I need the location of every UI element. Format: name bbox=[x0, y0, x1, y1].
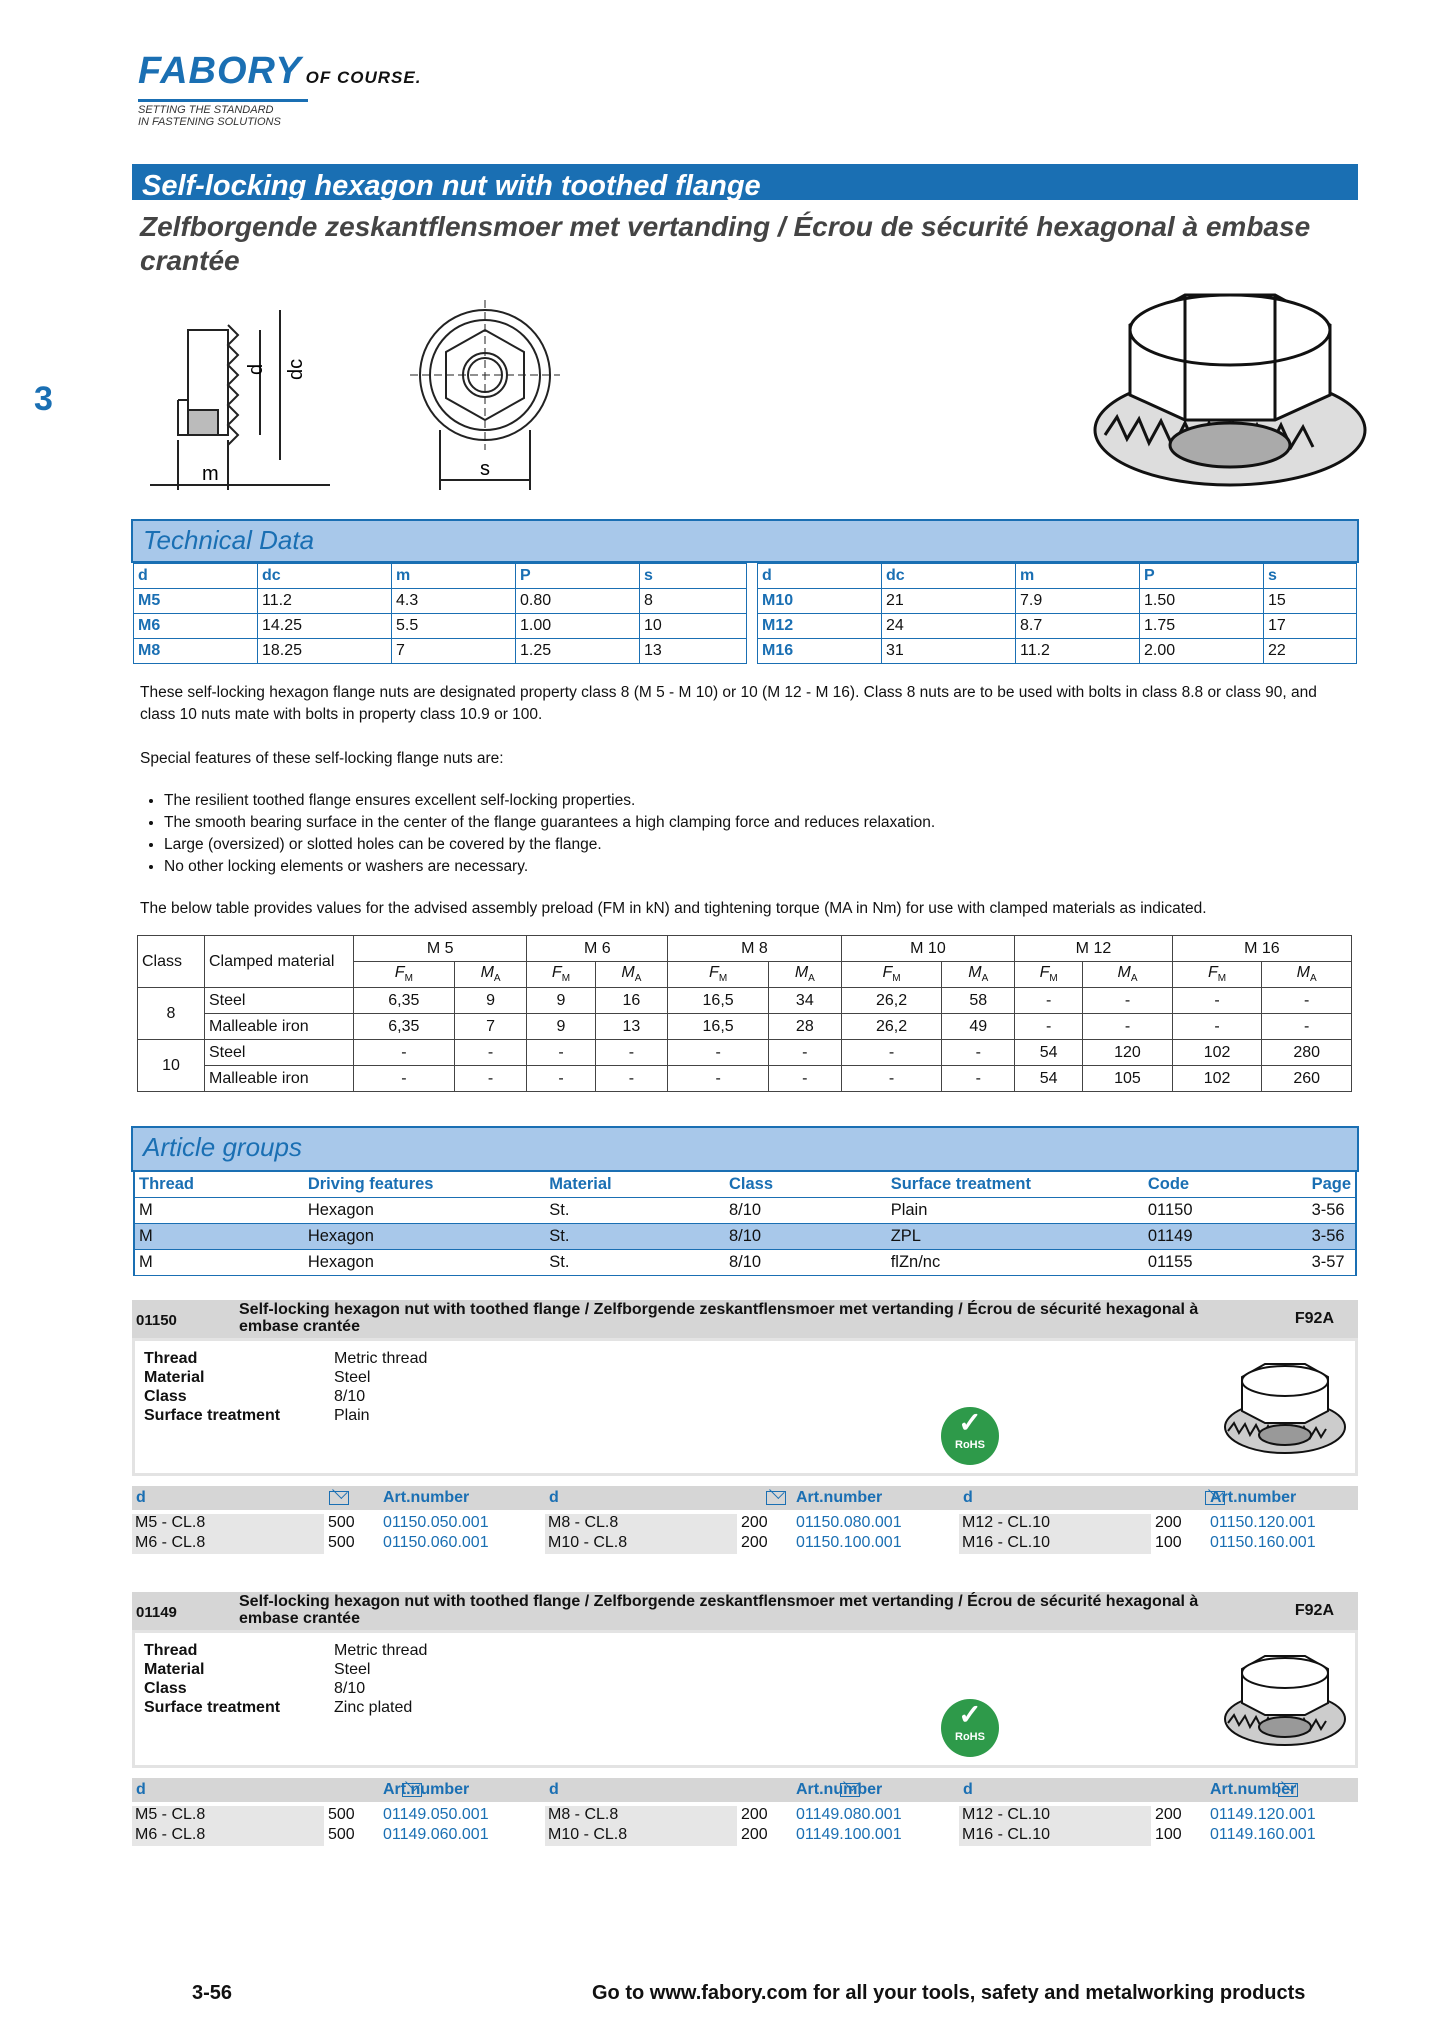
cell: 31 bbox=[882, 639, 1016, 664]
value-cell: 34 bbox=[768, 988, 841, 1014]
cell: M 10 bbox=[841, 936, 1014, 962]
product-standard: F92A bbox=[1294, 1310, 1334, 1327]
table-row bbox=[134, 589, 747, 614]
size-cell bbox=[132, 1534, 324, 1554]
cell: 11.2 bbox=[1016, 639, 1140, 664]
chapter-number: 3 bbox=[34, 380, 53, 418]
size-cell bbox=[132, 1806, 324, 1826]
table-row[interactable] bbox=[134, 1198, 1356, 1224]
size-label: M10 - CL.8 bbox=[548, 1534, 628, 1551]
cell: M 6 bbox=[527, 936, 668, 962]
cell: $M_A$ bbox=[1262, 962, 1352, 988]
col-art-header: Art.number bbox=[796, 1489, 883, 1506]
value-cell: 13 bbox=[595, 1014, 668, 1040]
size-label: M16 - CL.10 bbox=[962, 1534, 1051, 1551]
cell: 8/10 bbox=[725, 1224, 887, 1250]
cell: 2.00 bbox=[1140, 639, 1264, 664]
table-row[interactable] bbox=[134, 1250, 1356, 1276]
col-art-header: Art.number bbox=[383, 1781, 470, 1798]
value-cell: 54 bbox=[1015, 1040, 1083, 1066]
cell: flZn/nc bbox=[887, 1250, 1144, 1276]
cell: $F_M$ bbox=[668, 962, 769, 988]
article-number-link[interactable]: 01149.060.001 bbox=[383, 1826, 489, 1843]
size-cell bbox=[959, 1534, 1151, 1554]
cell: Plain bbox=[887, 1198, 1144, 1224]
value-cell: 7 bbox=[454, 1014, 527, 1040]
value-cell: - bbox=[527, 1066, 595, 1092]
cell: Code bbox=[1144, 1172, 1308, 1198]
technical-data-right bbox=[757, 563, 1357, 664]
footer-link[interactable]: Go to www.fabory.com for all your tools, safety and metalworking products bbox=[592, 1982, 1306, 2004]
cell: M 12 bbox=[1015, 936, 1173, 962]
cell: 22 bbox=[1264, 639, 1357, 664]
package-qty: 500 bbox=[328, 1826, 355, 1843]
spec-row bbox=[144, 1660, 427, 1679]
material-cell: Malleable iron bbox=[205, 1014, 354, 1040]
cell: M bbox=[134, 1198, 304, 1224]
article-table-header bbox=[132, 1778, 1358, 1802]
package-qty: 200 bbox=[741, 1806, 768, 1823]
col-p: P bbox=[516, 564, 640, 589]
brand-slogan: OF COURSE. bbox=[305, 68, 422, 87]
description-1: These self-locking hexagon flange nuts are designated property class 8 (M 5 - M 10) or 10 (M 12 - M 16). Class 8 nuts are to be used with bolts in class 8.8 or class 90, and class 10 nuts mate with bolts in property class 10.9 or 100. bbox=[140, 684, 1317, 723]
table-row bbox=[134, 614, 747, 639]
value-cell: 58 bbox=[942, 988, 1015, 1014]
article-number-link[interactable]: 01149.050.001 bbox=[383, 1806, 489, 1823]
value-cell: 54 bbox=[1015, 1066, 1083, 1092]
value-cell: 9 bbox=[454, 988, 527, 1014]
cell: 7.9 bbox=[1016, 589, 1140, 614]
label-dc: dc bbox=[285, 358, 307, 380]
cell: $M_A$ bbox=[1083, 962, 1173, 988]
value-cell: - bbox=[1262, 1014, 1352, 1040]
list-item: • The resilient toothed flange ensures excellent self-locking properties. bbox=[164, 790, 1350, 812]
label-m: m bbox=[202, 463, 219, 485]
size-cell bbox=[545, 1514, 737, 1534]
table-row bbox=[758, 589, 1357, 614]
brand-tagline-1: SETTING THE STANDARD bbox=[138, 104, 274, 116]
size-cell bbox=[959, 1806, 1151, 1826]
value-cell: - bbox=[1015, 1014, 1083, 1040]
cell: M bbox=[134, 1250, 304, 1276]
cell: M16 bbox=[758, 639, 882, 664]
cell: 01150 bbox=[1144, 1198, 1308, 1224]
value-cell: - bbox=[668, 1066, 769, 1092]
cell: 17 bbox=[1264, 614, 1357, 639]
nut-illustration bbox=[1085, 285, 1375, 495]
cell: Surface treatment bbox=[887, 1172, 1144, 1198]
value-cell: - bbox=[1172, 1014, 1262, 1040]
table-row[interactable] bbox=[134, 1224, 1356, 1250]
cell: 24 bbox=[882, 614, 1016, 639]
article-table-header bbox=[132, 1486, 1358, 1510]
table-row bbox=[138, 988, 1352, 1014]
class-cell: 10 bbox=[138, 1040, 205, 1092]
size-label: M10 - CL.8 bbox=[548, 1826, 628, 1843]
col-d-header: d bbox=[136, 1489, 146, 1506]
col-d: d bbox=[758, 564, 882, 589]
size-label: M6 - CL.8 bbox=[135, 1534, 206, 1551]
list-item: • No other locking elements or washers are necessary. bbox=[164, 856, 1350, 878]
rohs-label: RoHS bbox=[955, 1439, 985, 1451]
cell: 3-57 bbox=[1308, 1250, 1356, 1276]
value-cell: - bbox=[354, 1040, 455, 1066]
cell: 1.50 bbox=[1140, 589, 1264, 614]
cell: M 8 bbox=[668, 936, 841, 962]
cell: St. bbox=[545, 1224, 725, 1250]
technical-data-header: Technical Data bbox=[131, 519, 1359, 563]
label-d: d bbox=[245, 363, 267, 375]
package-qty: 200 bbox=[741, 1534, 768, 1551]
product-header bbox=[132, 1592, 1358, 1630]
cell: 4.3 bbox=[392, 589, 516, 614]
cell: St. bbox=[545, 1250, 725, 1276]
package-qty: 200 bbox=[1155, 1514, 1182, 1531]
feature-list bbox=[140, 790, 1350, 878]
col-dc: dc bbox=[882, 564, 1016, 589]
size-label: M6 - CL.8 bbox=[135, 1826, 206, 1843]
table-row bbox=[758, 639, 1357, 664]
article-number-link[interactable]: 01149.160.001 bbox=[1210, 1826, 1316, 1843]
size-cell bbox=[545, 1826, 737, 1846]
package-qty: 500 bbox=[328, 1806, 355, 1823]
product-description: Self-locking hexagon nut with toothed flange / Zelfborgende zeskantflensmoer met vertanding / Écrou de sécurité hexagonal à embase crantée bbox=[239, 1593, 1199, 1627]
material-cell: Steel bbox=[205, 988, 354, 1014]
cell: $M_A$ bbox=[942, 962, 1015, 988]
page-title: Self-locking hexagon nut with toothed flange bbox=[132, 164, 1358, 200]
article-number-link[interactable]: 01150.100.001 bbox=[796, 1534, 902, 1551]
rohs-badge bbox=[941, 1699, 999, 1757]
value-cell: 16,5 bbox=[668, 1014, 769, 1040]
article-number-link[interactable]: 01150.160.001 bbox=[1210, 1534, 1316, 1551]
brand-tagline-2: IN FASTENING SOLUTIONS bbox=[138, 116, 281, 128]
table-row bbox=[134, 639, 747, 664]
product-code: 01150 bbox=[136, 1312, 177, 1329]
article-number-link[interactable]: 01150.120.001 bbox=[1210, 1514, 1316, 1531]
spec-label: Thread bbox=[144, 1642, 198, 1659]
spec-label: Material bbox=[144, 1369, 205, 1386]
description-3: The below table provides values for the advised assembly preload (FM in kN) and tightening torque (MA in Nm) for use with clamped materials as indicated. bbox=[140, 900, 1207, 917]
cell: 5.5 bbox=[392, 614, 516, 639]
package-icon bbox=[766, 1491, 786, 1505]
list-item: • The smooth bearing surface in the center of the flange guarantees a high clamping force and reduces relaxation. bbox=[164, 812, 1350, 834]
value-cell: 260 bbox=[1262, 1066, 1352, 1092]
table-row bbox=[758, 614, 1357, 639]
value-cell: - bbox=[1172, 988, 1262, 1014]
col-m: m bbox=[392, 564, 516, 589]
spec-value: Steel bbox=[334, 1369, 371, 1386]
package-qty: 500 bbox=[328, 1534, 355, 1551]
cell: M bbox=[134, 1224, 304, 1250]
spec-value: Zinc plated bbox=[334, 1699, 413, 1716]
value-cell: - bbox=[1083, 988, 1173, 1014]
package-qty: 200 bbox=[741, 1826, 768, 1843]
article-number-link[interactable]: 01150.050.001 bbox=[383, 1514, 489, 1531]
col-s: s bbox=[1264, 564, 1357, 589]
cell: Hexagon bbox=[304, 1224, 545, 1250]
material-cell: Malleable iron bbox=[205, 1066, 354, 1092]
value-cell: - bbox=[1015, 988, 1083, 1014]
footer-page-number: 3-56 bbox=[192, 1982, 233, 2004]
article-number-link[interactable]: 01149.080.001 bbox=[796, 1806, 902, 1823]
col-s: s bbox=[640, 564, 747, 589]
cell: 21 bbox=[882, 589, 1016, 614]
cell: 8/10 bbox=[725, 1250, 887, 1276]
cell: M5 bbox=[134, 589, 258, 614]
col-d-header: d bbox=[549, 1489, 559, 1506]
size-label: M12 - CL.10 bbox=[962, 1806, 1051, 1823]
value-cell: 120 bbox=[1083, 1040, 1173, 1066]
col-m: m bbox=[1016, 564, 1140, 589]
size-cell bbox=[545, 1806, 737, 1826]
cell: Material bbox=[545, 1172, 725, 1198]
value-cell: - bbox=[668, 1040, 769, 1066]
size-label: M12 - CL.10 bbox=[962, 1514, 1051, 1531]
package-qty: 100 bbox=[1155, 1826, 1182, 1843]
value-cell: 102 bbox=[1172, 1066, 1262, 1092]
cell: M 16 bbox=[1172, 936, 1351, 962]
article-groups-table bbox=[133, 1172, 1357, 1276]
size-label: M8 - CL.8 bbox=[548, 1514, 619, 1531]
cell: 3-56 bbox=[1308, 1198, 1356, 1224]
cell: 1.00 bbox=[516, 614, 640, 639]
spec-value: Metric thread bbox=[334, 1350, 428, 1367]
spec-row bbox=[144, 1406, 427, 1425]
cell: $M_A$ bbox=[454, 962, 527, 988]
value-cell: 6,35 bbox=[354, 988, 455, 1014]
spec-row bbox=[144, 1349, 427, 1368]
cell: Class bbox=[725, 1172, 887, 1198]
value-cell: 16,5 bbox=[668, 988, 769, 1014]
spec-row bbox=[144, 1641, 427, 1660]
cell: 13 bbox=[640, 639, 747, 664]
cell: Hexagon bbox=[304, 1198, 545, 1224]
spec-value: 8/10 bbox=[334, 1388, 366, 1405]
size-label: M5 - CL.8 bbox=[135, 1806, 206, 1823]
spec-value: 8/10 bbox=[334, 1680, 366, 1697]
product-standard: F92A bbox=[1294, 1602, 1334, 1619]
size-label: M8 - CL.8 bbox=[548, 1806, 619, 1823]
cell: 10 bbox=[640, 614, 747, 639]
cell: Page bbox=[1308, 1172, 1356, 1198]
value-cell: - bbox=[454, 1040, 527, 1066]
value-cell: 6,35 bbox=[354, 1014, 455, 1040]
value-cell: 26,2 bbox=[841, 988, 942, 1014]
spec-label: Thread bbox=[144, 1350, 198, 1367]
value-cell: 105 bbox=[1083, 1066, 1173, 1092]
table-row bbox=[138, 1014, 1352, 1040]
spec-label: Surface treatment bbox=[144, 1407, 281, 1424]
size-cell bbox=[959, 1514, 1151, 1534]
check-icon: ✓ bbox=[958, 1699, 982, 1730]
cell: M6 bbox=[134, 614, 258, 639]
cell: 3-56 bbox=[1308, 1224, 1356, 1250]
spec-row bbox=[144, 1679, 427, 1698]
cell: $F_M$ bbox=[1015, 962, 1083, 988]
class-cell: 8 bbox=[138, 988, 205, 1040]
product-code: 01149 bbox=[136, 1604, 177, 1621]
value-cell: - bbox=[527, 1040, 595, 1066]
cell: 01149 bbox=[1144, 1224, 1308, 1250]
cell: 11.2 bbox=[258, 589, 392, 614]
col-art-header: Art.number bbox=[1210, 1781, 1297, 1798]
page-subtitle: Zelfborgende zeskantflensmoer met vertanding / Écrou de sécurité hexagonal à embase crantée bbox=[140, 211, 1311, 276]
spec-label: Surface treatment bbox=[144, 1699, 281, 1716]
cell: 0.80 bbox=[516, 589, 640, 614]
value-cell: - bbox=[841, 1040, 942, 1066]
article-number-link[interactable]: 01149.120.001 bbox=[1210, 1806, 1316, 1823]
col-d: d bbox=[134, 564, 258, 589]
col-art-header: Art.number bbox=[1210, 1489, 1297, 1506]
cell: $M_A$ bbox=[595, 962, 668, 988]
cell: 8.7 bbox=[1016, 614, 1140, 639]
table-row bbox=[138, 1066, 1352, 1092]
table-row bbox=[138, 1040, 1352, 1066]
cell: Class bbox=[138, 936, 205, 988]
label-s: s bbox=[480, 458, 490, 480]
cell: 7 bbox=[392, 639, 516, 664]
technical-drawing bbox=[130, 300, 580, 500]
package-qty: 500 bbox=[328, 1514, 355, 1531]
product-description: Self-locking hexagon nut with toothed flange / Zelfborgende zeskantflensmoer met vertanding / Écrou de sécurité hexagonal à embase crantée bbox=[239, 1301, 1199, 1335]
size-cell bbox=[959, 1826, 1151, 1846]
value-cell: 16 bbox=[595, 988, 668, 1014]
rohs-label: RoHS bbox=[955, 1731, 985, 1743]
brand-name: FABORY bbox=[138, 50, 302, 92]
table-row bbox=[134, 1172, 1356, 1198]
article-number-link[interactable]: 01150.060.001 bbox=[383, 1534, 489, 1551]
value-cell: - bbox=[942, 1066, 1015, 1092]
size-label: M16 - CL.10 bbox=[962, 1826, 1051, 1843]
cell: M10 bbox=[758, 589, 882, 614]
package-qty: 100 bbox=[1155, 1534, 1182, 1551]
value-cell: - bbox=[768, 1040, 841, 1066]
product-header bbox=[132, 1300, 1358, 1338]
cell: $F_M$ bbox=[841, 962, 942, 988]
article-number-link[interactable]: 01150.080.001 bbox=[796, 1514, 902, 1531]
cell: St. bbox=[545, 1198, 725, 1224]
col-d-header: d bbox=[549, 1781, 559, 1798]
package-qty: 200 bbox=[741, 1514, 768, 1531]
cell: M 5 bbox=[354, 936, 527, 962]
cell: M8 bbox=[134, 639, 258, 664]
cell: 01155 bbox=[1144, 1250, 1308, 1276]
spec-label: Class bbox=[144, 1680, 187, 1697]
value-cell: 26,2 bbox=[841, 1014, 942, 1040]
size-cell bbox=[132, 1826, 324, 1846]
cell: M12 bbox=[758, 614, 882, 639]
nut-thumbnail bbox=[1220, 1651, 1350, 1751]
logo bbox=[138, 52, 421, 128]
cell: $F_M$ bbox=[527, 962, 595, 988]
col-art-header: Art.number bbox=[796, 1781, 883, 1798]
spec-row bbox=[144, 1698, 427, 1717]
value-cell: - bbox=[595, 1066, 668, 1092]
size-cell bbox=[132, 1514, 324, 1534]
product-spec-box bbox=[132, 1630, 1358, 1768]
article-groups-header: Article groups bbox=[131, 1126, 1359, 1172]
value-cell: - bbox=[354, 1066, 455, 1092]
table-row bbox=[758, 564, 1357, 589]
spec-value: Plain bbox=[334, 1407, 370, 1424]
size-label: M5 - CL.8 bbox=[135, 1514, 206, 1531]
cell: 8 bbox=[640, 589, 747, 614]
article-number-link[interactable]: 01149.100.001 bbox=[796, 1826, 902, 1843]
description-2: Special features of these self-locking flange nuts are: bbox=[140, 750, 504, 767]
value-cell: - bbox=[1262, 988, 1352, 1014]
package-qty: 200 bbox=[1155, 1806, 1182, 1823]
package-icon bbox=[329, 1491, 349, 1505]
col-art-header: Art.number bbox=[383, 1489, 470, 1506]
value-cell: - bbox=[768, 1066, 841, 1092]
cell: Driving features bbox=[304, 1172, 545, 1198]
cell: $M_A$ bbox=[768, 962, 841, 988]
list-item: • Large (oversized) or slotted holes can be covered by the flange. bbox=[164, 834, 1350, 856]
cell: Thread bbox=[134, 1172, 304, 1198]
value-cell: - bbox=[1083, 1014, 1173, 1040]
spec-row bbox=[144, 1368, 427, 1387]
value-cell: 102 bbox=[1172, 1040, 1262, 1066]
product-spec-box bbox=[132, 1338, 1358, 1476]
value-cell: 9 bbox=[527, 988, 595, 1014]
cell: 14.25 bbox=[258, 614, 392, 639]
cell: Clamped material bbox=[205, 936, 354, 988]
cell: 1.25 bbox=[516, 639, 640, 664]
cell: ZPL bbox=[887, 1224, 1144, 1250]
cell: 8/10 bbox=[725, 1198, 887, 1224]
value-cell: - bbox=[595, 1040, 668, 1066]
value-cell: 28 bbox=[768, 1014, 841, 1040]
col-d-header: d bbox=[963, 1781, 973, 1798]
spec-row bbox=[144, 1387, 427, 1406]
value-cell: 280 bbox=[1262, 1040, 1352, 1066]
value-cell: 49 bbox=[942, 1014, 1015, 1040]
table-row bbox=[134, 564, 747, 589]
cell: 1.75 bbox=[1140, 614, 1264, 639]
cell: 18.25 bbox=[258, 639, 392, 664]
nut-thumbnail bbox=[1220, 1359, 1350, 1459]
torque-table bbox=[137, 935, 1352, 1092]
cell: $F_M$ bbox=[1172, 962, 1262, 988]
col-d-header: d bbox=[963, 1489, 973, 1506]
spec-value: Metric thread bbox=[334, 1642, 428, 1659]
value-cell: 9 bbox=[527, 1014, 595, 1040]
cell: 15 bbox=[1264, 589, 1357, 614]
technical-data-left bbox=[133, 563, 747, 664]
value-cell: - bbox=[841, 1066, 942, 1092]
spec-label: Material bbox=[144, 1661, 205, 1678]
cell: Hexagon bbox=[304, 1250, 545, 1276]
spec-value: Steel bbox=[334, 1661, 371, 1678]
cell: $F_M$ bbox=[354, 962, 455, 988]
col-p: P bbox=[1140, 564, 1264, 589]
value-cell: - bbox=[454, 1066, 527, 1092]
material-cell: Steel bbox=[205, 1040, 354, 1066]
value-cell: - bbox=[942, 1040, 1015, 1066]
size-cell bbox=[545, 1534, 737, 1554]
check-icon: ✓ bbox=[958, 1407, 982, 1438]
col-d-header: d bbox=[136, 1781, 146, 1798]
col-dc: dc bbox=[258, 564, 392, 589]
table-row bbox=[138, 936, 1352, 962]
rohs-badge bbox=[941, 1407, 999, 1465]
spec-label: Class bbox=[144, 1388, 187, 1405]
